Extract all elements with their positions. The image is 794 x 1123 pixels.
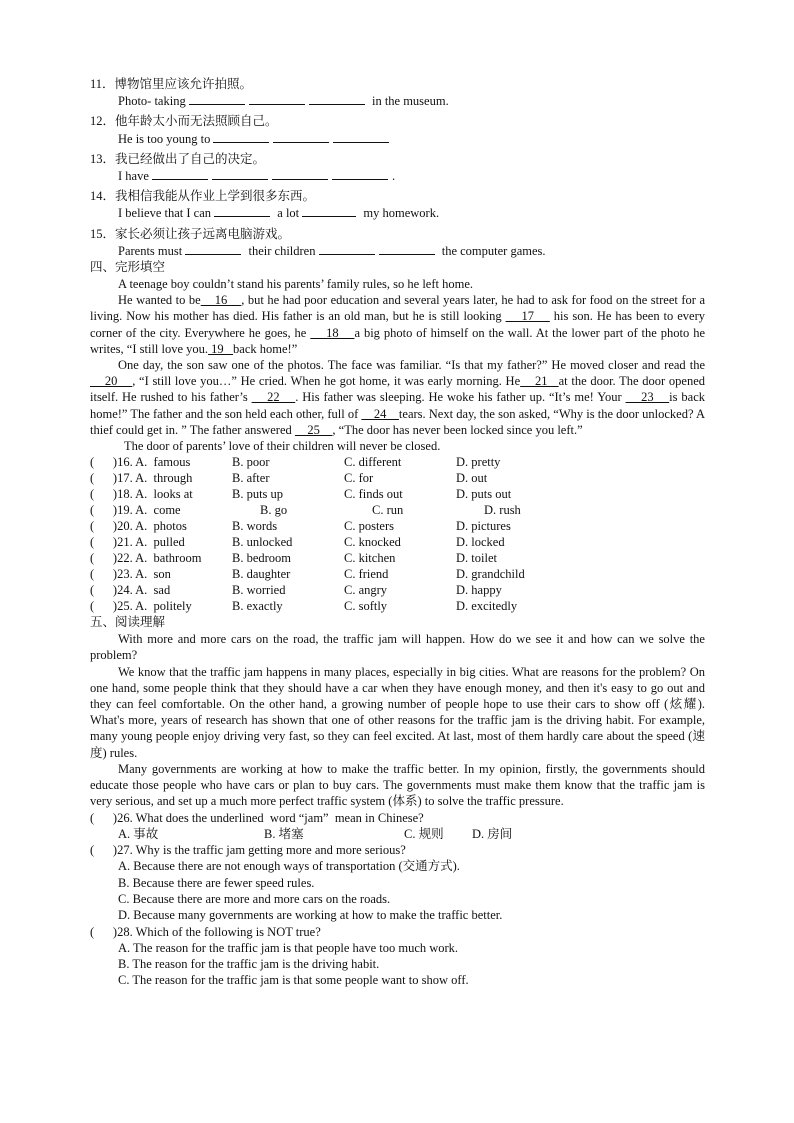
reading-paragraph-3: Many governments are working at how to make the traffic better. In my opinion, firstly, the governments should educate those people who have cars or plan to buy cars. The governments must make them know that the traffic jam is very serious, and set up a much more perfect traffic system (体系) to solve the traffic pressure. [90,761,705,809]
blank-23[interactable]: 23 [625,390,670,405]
answer-blank[interactable] [185,242,241,255]
cloze-options [90,454,705,614]
q12-english: He is too young to [90,130,705,147]
translation-section [90,76,705,259]
option-27-d[interactable]: D. Because many governments are working at how to make the traffic better. [118,908,503,923]
option-27-b[interactable]: B. Because there are fewer speed rules. [118,875,315,890]
question-26-options [90,826,705,842]
answer-blank[interactable] [152,167,208,180]
blank-16[interactable]: 16 [200,293,242,308]
question-27-stem: ( )27. Why is the traffic jam getting more and more serious? [90,843,406,858]
answer-blank[interactable] [309,92,365,105]
answer-blank[interactable] [379,242,435,255]
option-row-19[interactable]: ( )19. A. come B. go C. run D. rush [90,503,521,518]
answer-blank[interactable] [273,130,329,143]
answer-blank[interactable] [319,242,375,255]
option-row-25[interactable]: ( )25. A. politely B. exactly C. softly D. excitedly [90,599,518,614]
answer-blank[interactable] [249,92,305,105]
blank-18[interactable]: 18 [310,325,355,340]
answer-blank[interactable] [302,204,356,217]
option-row-20[interactable]: ( )20. A. photos B. words C. posters D. pictures [90,519,511,534]
option-26-b[interactable]: B. 堵塞 [264,826,304,841]
blank-20[interactable]: 20 [90,374,133,389]
option-row-21[interactable]: ( )21. A. pulled B. unlocked C. knocked D. locked [90,535,505,550]
option-28-a[interactable]: A. The reason for the traffic jam is that people have too much work. [118,940,459,955]
answer-blank[interactable] [333,130,389,143]
answer-blank[interactable] [189,92,245,105]
answer-blank[interactable] [213,130,269,143]
blank-21[interactable]: 21 [520,374,559,389]
option-26-d[interactable]: D. 房间 [472,826,513,841]
question-28-stem: ( )28. Which of the following is NOT true? [90,924,321,939]
option-row-24[interactable]: ( )24. A. sad B. worried C. angry D. happy [90,583,502,598]
q11-chinese: 11．博物馆里应该允许拍照。 [90,77,253,91]
q12-chinese: 12．他年龄太小而无法照顾自己。 [90,114,278,129]
blank-19[interactable]: 19 [208,341,234,356]
question-26-stem: ( )26. What does the underlined word “jam” mean in Chinese? [90,810,424,825]
option-26-c[interactable]: C. 规则 [404,826,444,841]
option-27-a[interactable]: A. Because there are not enough ways of transportation (交通方式). [118,859,460,874]
answer-blank[interactable] [212,167,268,180]
answer-blank[interactable] [332,167,388,180]
reading-paragraph-1: With more and more cars on the road, the traffic jam will happen. How do we see it and how can we solve the problem? [90,632,705,663]
option-row-22[interactable]: ( )22. A. bathroom B. bedroom C. kitchen D. toilet [90,551,497,566]
option-row-16[interactable]: ( )16. A. famous B. poor C. different D. pretty [90,455,501,470]
q13-english: I have . [118,169,396,184]
reading-heading: 五、阅读理解 [90,615,166,630]
blank-25[interactable]: 25 [294,422,333,437]
cloze-section [90,259,705,614]
blank-24[interactable]: 24 [361,406,399,421]
blank-17[interactable]: 17 [505,309,550,324]
answer-blank[interactable] [214,204,270,217]
option-28-c[interactable]: C. The reason for the traffic jam is that some people want to show off. [118,973,469,988]
worksheet-page [90,76,705,989]
q15-english: Parents must their children the computer games. [118,243,546,258]
q13-chinese: 13．我已经做出了自己的决定。 [90,151,266,166]
option-row-17[interactable]: ( )17. A. through B. after C. for D. out [90,471,488,486]
option-row-18[interactable]: ( )18. A. looks at B. puts up C. finds out D. puts out [90,487,512,502]
option-27-c[interactable]: C. Because there are more and more cars on the roads. [118,891,391,906]
blank-22[interactable]: 22 [251,390,296,405]
cloze-paragraph-2: He wanted to be 16 , but he had poor education and several years later, he had to ask for food on the street for a living. Now his mother has died. His father is an old man, but he is still looking 17 his son. He has been to every corner of the city. Everywhere he goes, he 18 a big photo of himself on the wall. At the lower part of the photo he writes, “I still love you. 19 back home!” [90,293,706,356]
cloze-paragraph-4: The door of parents’ love of their children will never be closed. [124,439,441,454]
cloze-heading: 四、完形填空 [90,260,166,275]
q14-english: I believe that I can a lot my homework. [118,206,440,221]
q11-english: Photo- taking in the museum. [118,94,449,109]
q14-chinese: 14．我相信我能从作业上学到很多东西。 [90,189,316,204]
cloze-paragraph-3: One day, the son saw one of the photos. The face was familiar. “Is that my father?” He moved closer and read the 20 , “I still love you…” He cried. When he got home, it was early morning. He 21 at the door. The door opened itself. He rushed to his father’s 22 . His father was sleeping. He woke his father up. “It’s me! Your 23 is back home!” The father and the son held each other, full of 24 tears. Next day, the son asked, “Why is the door unlocked? A thief could get in. ” The father answered 25 , “The door has never been locked since you left.” [90,358,706,437]
option-28-b[interactable]: B. The reason for the traffic jam is the driving habit. [118,957,380,972]
q15-chinese: 15．家长必须让孩子远离电脑游戏。 [90,226,291,241]
option-row-23[interactable]: ( )23. A. son B. daughter C. friend D. grandchild [90,567,525,582]
reading-section [90,614,705,989]
option-26-a[interactable]: A. 事故 [118,826,159,841]
cloze-paragraph-1: A teenage boy couldn’t stand his parents’ family rules, so he left home. [118,277,474,292]
answer-blank[interactable] [272,167,328,180]
reading-paragraph-2: We know that the traffic jam happens in many places, especially in big cities. What are reasons for the problem? On one hand, some people think that they should have a car when they have enough money, and then it's easy to go out and they can feel comfortable. On the other hand, a growing number of people hope to use their cars to show off (炫耀). What's more, years of research has shown that one of other reasons for the traffic jam is the driving habit. For example, many young people enjoy driving very fast, so they can feel excited. At last, most of them hardly care about the speed (速度) rules. [90,664,705,760]
